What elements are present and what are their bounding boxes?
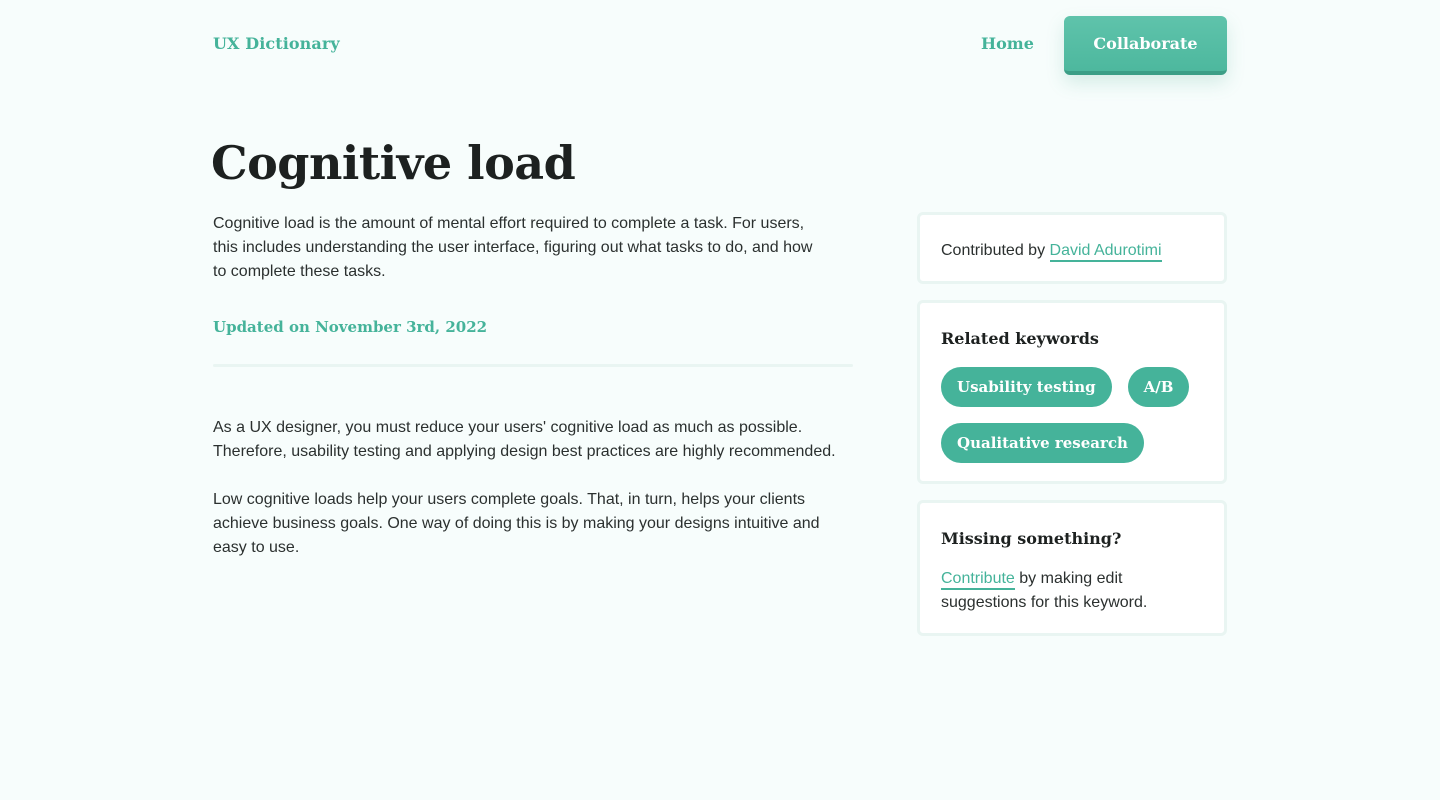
contribute-suffix: by making edit suggestions for this keyword.: [941, 570, 1148, 611]
collaborate-button[interactable]: Collaborate: [1064, 16, 1227, 75]
missing-something-card: [917, 500, 1227, 636]
keyword-chip-list: [941, 367, 1203, 463]
related-keywords-card: [917, 300, 1227, 484]
updated-date: Updated on November 3rd, 2022: [213, 318, 488, 336]
body-paragraph: As a UX designer, you must reduce your users' cognitive load as much as possible. Therefore, usability testing and applying design best practices are highly recommended.: [213, 419, 836, 460]
contribute-text: [941, 567, 1203, 615]
section-divider: [213, 364, 853, 367]
contributor-text: [941, 239, 1203, 263]
nav-home-link[interactable]: Home: [981, 34, 1034, 53]
related-keywords-heading: Related keywords: [941, 329, 1099, 348]
keyword-chip-ab[interactable]: A/B: [1128, 367, 1190, 407]
contributor-card: [917, 212, 1227, 284]
keyword-chip-usability-testing[interactable]: Usability testing: [941, 367, 1112, 407]
contributor-link[interactable]: David Adurotimi: [1050, 242, 1162, 262]
missing-something-heading: Missing something?: [941, 529, 1122, 548]
contribute-link[interactable]: Contribute: [941, 570, 1015, 590]
body-paragraph: Low cognitive loads help your users complete goals. That, in turn, helps your clients achieve business goals. One way of doing this is by making your designs intuitive and easy to use.: [213, 491, 820, 556]
brand-logo-link[interactable]: UX Dictionary: [213, 34, 340, 53]
intro-paragraph: Cognitive load is the amount of mental effort required to complete a task. For users, this includes understanding the user interface, figuring out what tasks to do, and how to complete these tasks.: [213, 215, 813, 280]
keyword-chip-qualitative-research[interactable]: Qualitative research: [941, 423, 1144, 463]
page-title: Cognitive load: [211, 136, 576, 190]
contributed-by-label: Contributed by: [941, 242, 1050, 259]
